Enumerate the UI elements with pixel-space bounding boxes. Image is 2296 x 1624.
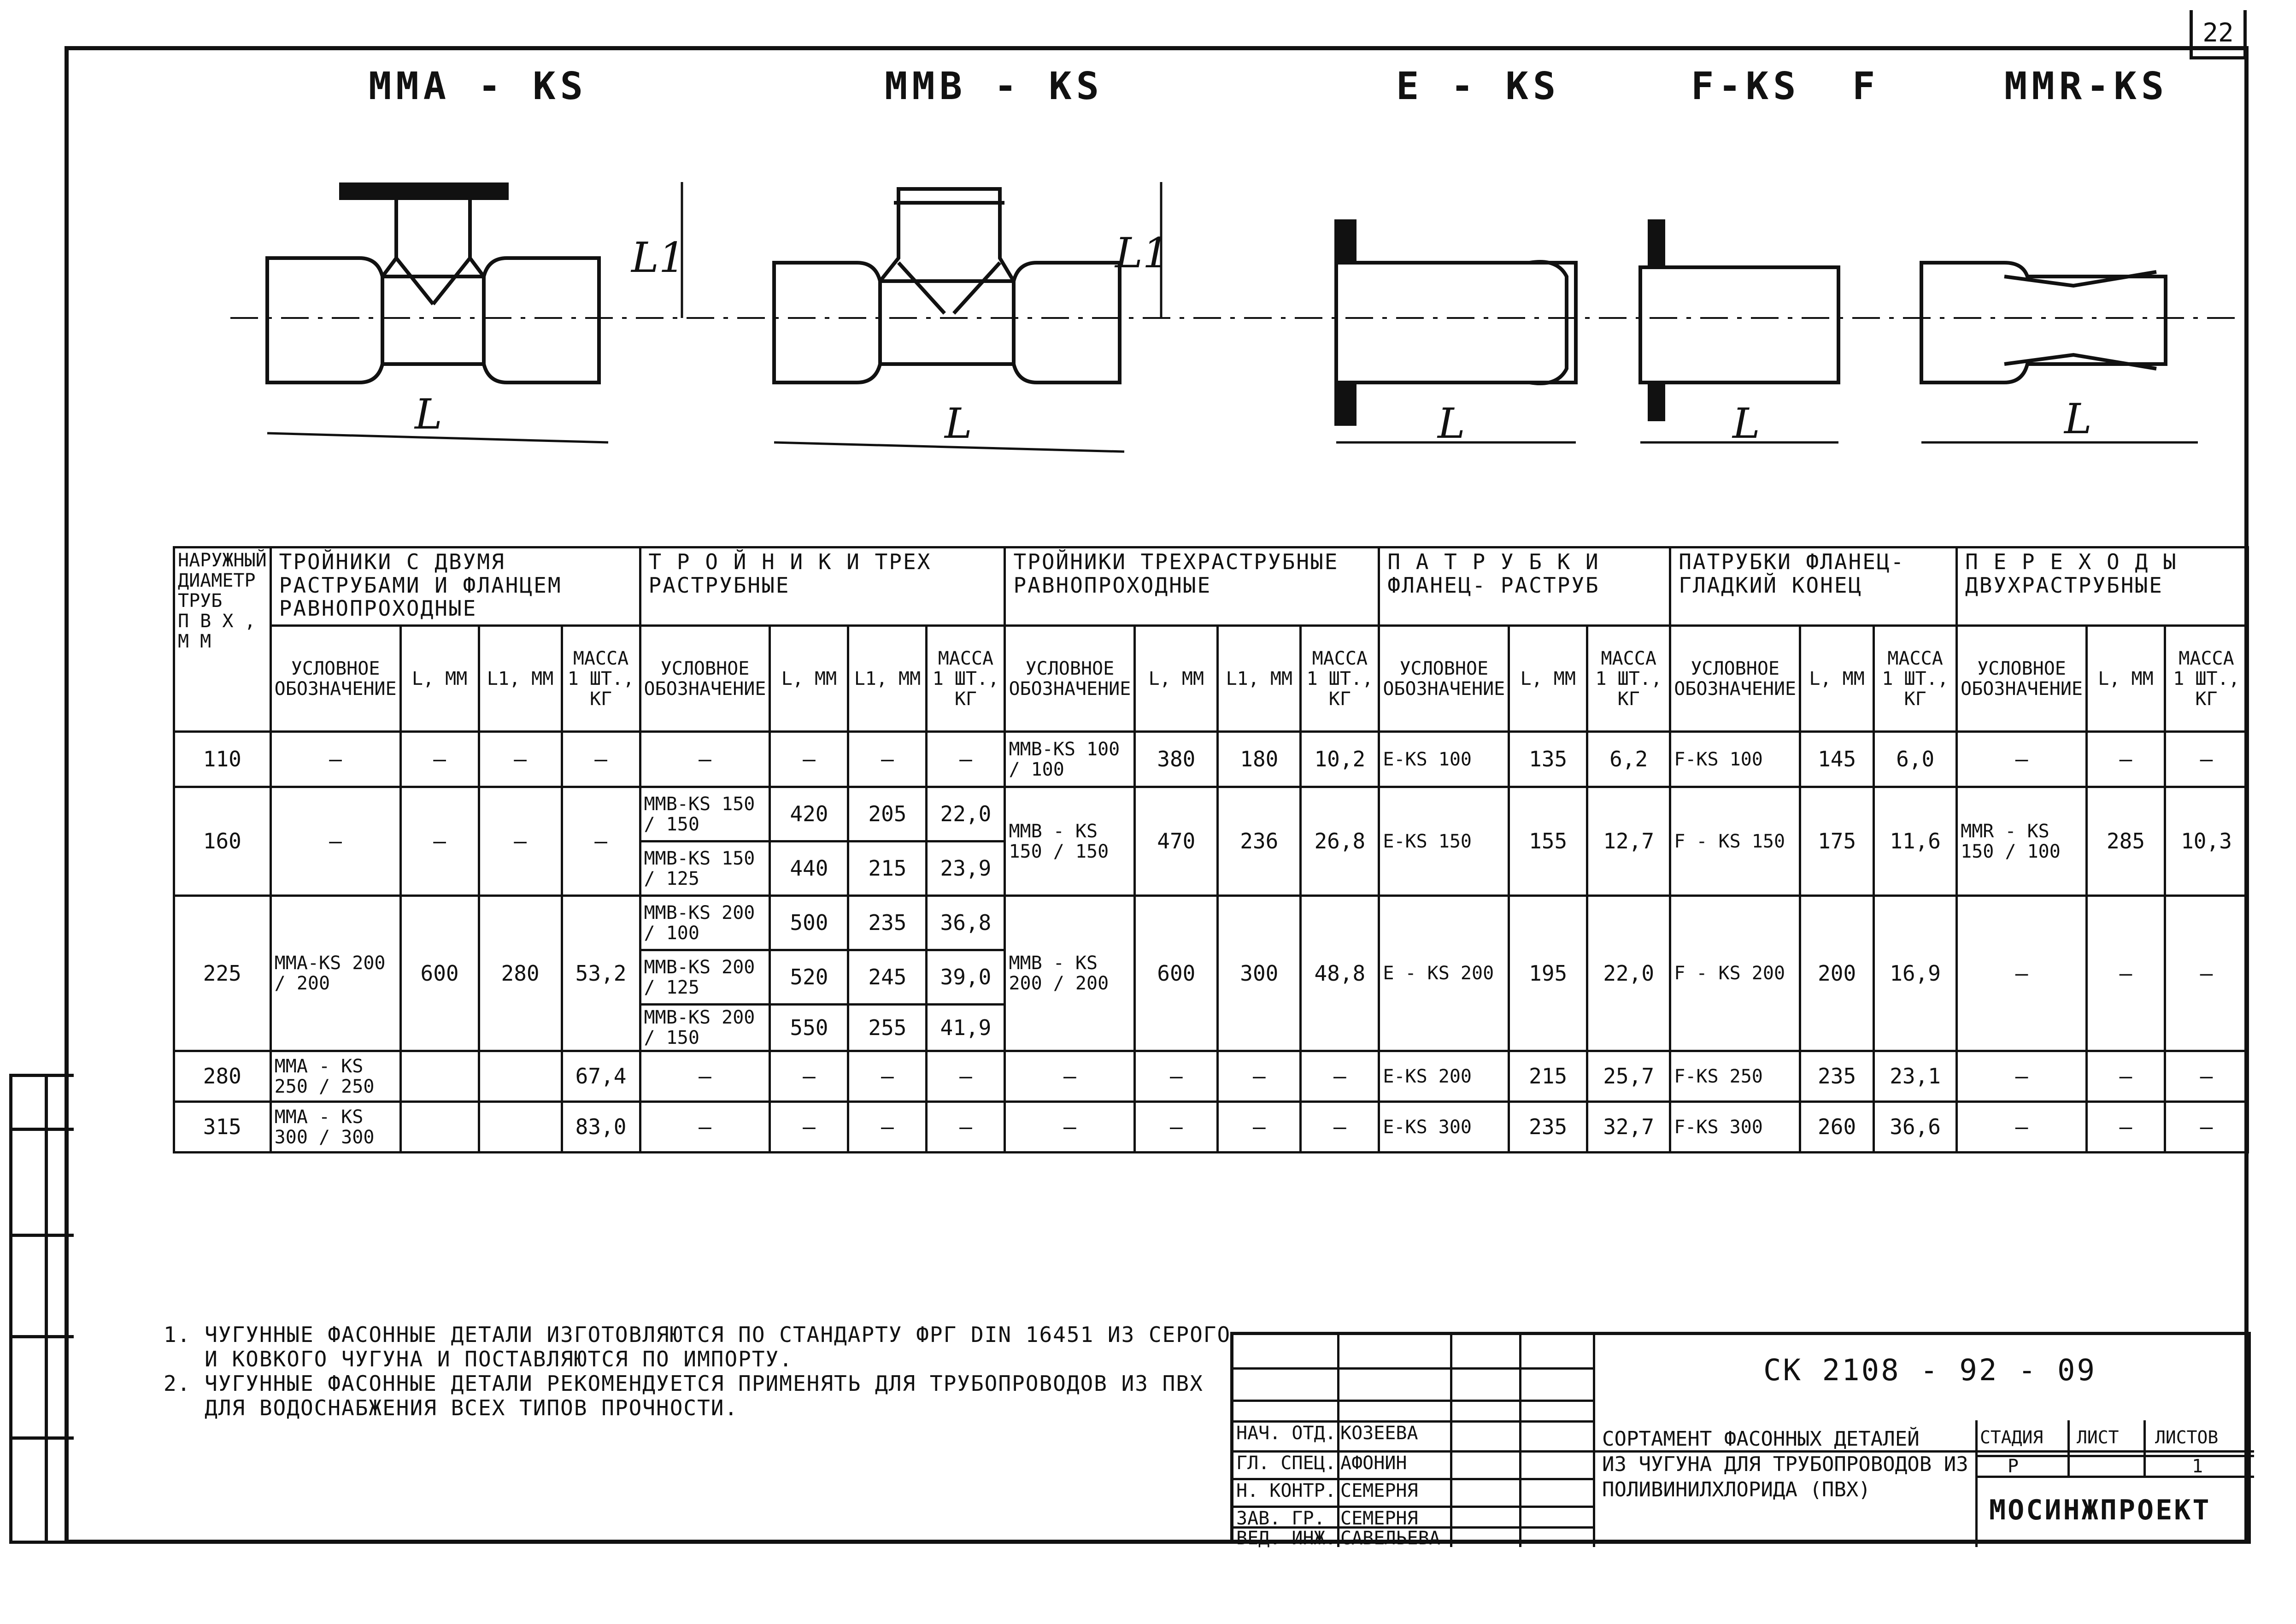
cell: 520 [770, 950, 848, 1005]
cell-diameter: 160 [174, 787, 271, 896]
cell: — [479, 787, 562, 896]
cell: 180 [1218, 732, 1301, 787]
cell: ММB-KS 200 / 150 [640, 1005, 770, 1051]
notes [164, 1322, 1231, 1420]
note-2-line-2: ДЛЯ ВОДОСНАБЖЕНИЯ ВСЕХ ТИПОВ ПРОЧНОСТИ. [164, 1395, 739, 1420]
sub-designation: УСЛОВНОЕ ОБОЗНАЧЕНИЕ [640, 626, 770, 732]
cell: 245 [848, 950, 927, 1005]
dim-L-mmb: L [945, 400, 972, 448]
label-mmb-ks: ММB - KS [885, 65, 1104, 108]
cell: — [400, 787, 479, 896]
cell: 235 [1509, 1102, 1587, 1153]
cell: — [1135, 1051, 1218, 1102]
sub-designation: УСЛОВНОЕ ОБОЗНАЧЕНИЕ [270, 626, 400, 732]
cell: 22,0 [1587, 896, 1670, 1051]
cell: — [2165, 732, 2248, 787]
cell-diameter: 315 [174, 1102, 271, 1153]
sub-L1: L1, ММ [479, 626, 562, 732]
title-line-2: ИЗ ЧУГУНА ДЛЯ ТРУБОПРОВОДОВ ИЗ [1602, 1453, 1968, 1476]
sub-mass: МАССА 1 ШТ., КГ [1301, 626, 1379, 732]
name-4: СЕМЕРНЯ [1340, 1508, 1418, 1529]
sub-designation: УСЛОВНОЕ ОБОЗНАЧЕНИЕ [1670, 626, 1800, 732]
table-row [174, 1102, 2248, 1153]
cell: — [270, 787, 400, 896]
cell: ММB - KS 200 / 200 [1005, 896, 1135, 1051]
cell: 420 [770, 787, 848, 841]
cell: 280 [479, 896, 562, 1051]
cell: 215 [1509, 1051, 1587, 1102]
cell: 36,6 [1874, 1102, 1957, 1153]
cell: — [562, 787, 640, 896]
cell: 380 [1135, 732, 1218, 787]
cell [400, 1102, 479, 1153]
cell: — [1957, 1102, 2087, 1153]
sub-L1: L1, ММ [848, 626, 927, 732]
cell: — [1957, 1051, 2087, 1102]
sub-L: L, ММ [2087, 626, 2165, 732]
cell: — [927, 1051, 1005, 1102]
cell: — [270, 732, 400, 787]
cell: 48,8 [1301, 896, 1379, 1051]
sub-designation: УСЛОВНОЕ ОБОЗНАЧЕНИЕ [1005, 626, 1135, 732]
cell: — [1135, 1102, 1218, 1153]
cell: — [1301, 1051, 1379, 1102]
doc-code: СК 2108 - 92 - 09 [1763, 1353, 2097, 1388]
sub-mass: МАССА 1 ШТ., КГ [1587, 626, 1670, 732]
role-5: ВЕД. ИНЖ. [1236, 1528, 1336, 1549]
sub-designation: УСЛОВНОЕ ОБОЗНАЧЕНИЕ [1379, 626, 1509, 732]
cell: — [640, 1051, 770, 1102]
cell: ММB-KS 150 / 150 [640, 787, 770, 841]
cell: 53,2 [562, 896, 640, 1051]
cell: — [562, 732, 640, 787]
organization: МОСИНЖПРОЕКТ [1989, 1494, 2211, 1526]
binding-stubs [9, 1074, 74, 1544]
cell: — [2165, 896, 2248, 1051]
sub-L: L, ММ [1800, 626, 1874, 732]
cell: — [640, 1102, 770, 1153]
cell: E-KS 200 [1379, 1051, 1509, 1102]
cell: — [770, 1051, 848, 1102]
dim-L-mma: L [415, 390, 442, 439]
cell: 215 [848, 841, 927, 896]
cell: 285 [2087, 787, 2165, 896]
cell: — [1218, 1051, 1301, 1102]
cell: — [2087, 1102, 2165, 1153]
cell: E-KS 150 [1379, 787, 1509, 896]
cell: ММB - KS 150 / 150 [1005, 787, 1135, 896]
cell: — [1005, 1051, 1135, 1102]
stage-header: СТАДИЯ [1980, 1427, 2043, 1447]
cell: ММB-KS 200 / 100 [640, 896, 770, 950]
cell: 195 [1509, 896, 1587, 1051]
cell: E-KS 300 [1379, 1102, 1509, 1153]
cell: ММB-KS 100 / 100 [1005, 732, 1135, 787]
cell: ММA - KS 250 / 250 [270, 1051, 400, 1102]
cell: E - KS 200 [1379, 896, 1509, 1051]
label-mmr-ks: MMR-KS [2004, 65, 2169, 108]
fittings-table [173, 546, 2249, 1153]
cell: — [1005, 1102, 1135, 1153]
cell: — [2087, 1051, 2165, 1102]
cell: 36,8 [927, 896, 1005, 950]
sub-mass: МАССА 1 ШТ., КГ [562, 626, 640, 732]
cell: 470 [1135, 787, 1218, 896]
header-group-mmb-equal: ТРОЙНИКИ ТРЕХРАСТРУБНЫЕ РАВНОПРОХОДНЫЕ [1005, 547, 1379, 626]
sheets-header: ЛИСТОВ [2155, 1427, 2219, 1447]
cell: — [1957, 732, 2087, 787]
sub-designation: УСЛОВНОЕ ОБОЗНАЧЕНИЕ [1957, 626, 2087, 732]
cell: — [640, 732, 770, 787]
cell: 440 [770, 841, 848, 896]
label-mma-ks: ММA - KS [369, 65, 587, 108]
dim-L-eks: L [1438, 400, 1465, 448]
cell: — [1301, 1102, 1379, 1153]
cell: 235 [1800, 1051, 1874, 1102]
cell: — [848, 1051, 927, 1102]
cell: 500 [770, 896, 848, 950]
cell-diameter: 280 [174, 1051, 271, 1102]
cell: 39,0 [927, 950, 1005, 1005]
role-3: Н. КОНТР. [1236, 1480, 1336, 1501]
cell: F - KS 150 [1670, 787, 1800, 896]
cell: — [927, 732, 1005, 787]
label-f-ks: F-KS [1691, 65, 1801, 108]
sub-mass: МАССА 1 ШТ., КГ [927, 626, 1005, 732]
cell: — [1957, 896, 2087, 1051]
role-1: НАЧ. ОТД. [1236, 1423, 1336, 1444]
cell: — [1218, 1102, 1301, 1153]
title-line-3: ПОЛИВИНИЛХЛОРИДА (ПВХ) [1602, 1478, 1871, 1501]
title-block [1230, 1332, 2251, 1549]
cell: 255 [848, 1005, 927, 1051]
sub-L: L, ММ [1509, 626, 1587, 732]
cell: — [400, 732, 479, 787]
role-4: ЗАВ. ГР. [1236, 1508, 1325, 1529]
table-row [174, 896, 2248, 950]
header-group-mma: ТРОЙНИКИ С ДВУМЯ РАСТРУБАМИ И ФЛАНЦЕМ РАВНОПРОХОДНЫЕ [270, 547, 640, 626]
sheet-number: 22 [2190, 10, 2247, 59]
cell: 25,7 [1587, 1051, 1670, 1102]
cell: 23,9 [927, 841, 1005, 896]
dim-L-mmr: L [2064, 395, 2092, 443]
header-group-fks: ПАТРУБКИ ФЛАНЕЦ- ГЛАДКИЙ КОНЕЦ [1670, 547, 1957, 626]
note-1-line-2: И КОВКОГО ЧУГУНА И ПОСТАВЛЯЮТСЯ ПО ИМПОРТУ. [164, 1346, 793, 1371]
dim-L1-mma: L1 [631, 234, 686, 282]
header-group-eks: П А Т Р У Б К И ФЛАНЕЦ- РАСТРУБ [1379, 547, 1670, 626]
title-line-1: СОРТАМЕНТ ФАСОННЫХ ДЕТАЛЕЙ [1602, 1427, 1920, 1451]
cell: F-KS 300 [1670, 1102, 1800, 1153]
note-2-line-1: 2. ЧУГУННЫЕ ФАСОННЫЕ ДЕТАЛИ РЕКОМЕНДУЕТСЯ ПРИМЕНЯТЬ ДЛЯ ТРУБОПРОВОДОВ ИЗ ПВХ [164, 1371, 1204, 1396]
sub-L: L, ММ [400, 626, 479, 732]
cell: — [2087, 896, 2165, 1051]
cell: 12,7 [1587, 787, 1670, 896]
name-1: КОЗЕЕВА [1340, 1423, 1418, 1444]
cell: — [848, 1102, 927, 1153]
cell: 236 [1218, 787, 1301, 896]
label-f: F [1852, 65, 1880, 108]
cell: 300 [1218, 896, 1301, 1051]
cell: 175 [1800, 787, 1874, 896]
cell [479, 1051, 562, 1102]
cell: 22,0 [927, 787, 1005, 841]
cell: 41,9 [927, 1005, 1005, 1051]
cell: 10,2 [1301, 732, 1379, 787]
cell: 600 [1135, 896, 1218, 1051]
sub-L1: L1, ММ [1218, 626, 1301, 732]
cell: 67,4 [562, 1051, 640, 1102]
cell: — [848, 732, 927, 787]
cell: 205 [848, 787, 927, 841]
cell: ММB-KS 150 / 125 [640, 841, 770, 896]
cell: 235 [848, 896, 927, 950]
dim-L-fks: L [1732, 400, 1760, 448]
cell: 135 [1509, 732, 1587, 787]
header-diameter: НАРУЖНЫЙ ДИАМЕТР ТРУБ П В Х , М М [174, 547, 271, 732]
cell: — [2165, 1102, 2248, 1153]
sub-mass: МАССА 1 ШТ., КГ [2165, 626, 2248, 732]
stage-value: Р [2008, 1456, 2019, 1477]
sub-L: L, ММ [1135, 626, 1218, 732]
cell [479, 1102, 562, 1153]
mmr-ks-reducer [1921, 263, 2198, 442]
cell: 550 [770, 1005, 848, 1051]
cell: 10,3 [2165, 787, 2248, 896]
cell: F-KS 250 [1670, 1051, 1800, 1102]
cell: 155 [1509, 787, 1587, 896]
cell: 32,7 [1587, 1102, 1670, 1153]
cell: 26,8 [1301, 787, 1379, 896]
name-5: САВЕЛЬЕВА [1340, 1528, 1440, 1549]
table-row [174, 1051, 2248, 1102]
cell-diameter: 110 [174, 732, 271, 787]
label-e-ks: E - KS [1396, 65, 1561, 108]
cell: 6,0 [1874, 732, 1957, 787]
header-group-mmb-reducing: Т Р О Й Н И К И ТРЕХ РАСТРУБНЫЕ [640, 547, 1005, 626]
table-row [174, 787, 2248, 841]
cell: 600 [400, 896, 479, 1051]
sub-L: L, ММ [770, 626, 848, 732]
fittings-drawing [0, 0, 2296, 544]
cell: — [770, 1102, 848, 1153]
sheet-header: ЛИСТ [2077, 1427, 2119, 1447]
cell: 83,0 [562, 1102, 640, 1153]
sheets-value: 1 [2192, 1456, 2203, 1477]
cell: — [770, 732, 848, 787]
dim-L1-mmb: L1 [1115, 229, 1169, 277]
note-1-line-1: 1. ЧУГУННЫЕ ФАСОННЫЕ ДЕТАЛИ ИЗГОТОВЛЯЮТСЯ ПО СТАНДАРТУ ФРГ DIN 16451 ИЗ СЕРОГО [164, 1322, 1231, 1347]
cell: 6,2 [1587, 732, 1670, 787]
cell: — [927, 1102, 1005, 1153]
cell-diameter: 225 [174, 896, 271, 1051]
cell: ММR - KS 150 / 100 [1957, 787, 2087, 896]
role-2: ГЛ. СПЕЦ. [1236, 1453, 1336, 1474]
cell: 16,9 [1874, 896, 1957, 1051]
header-group-mmr: П Е Р Е Х О Д Ы ДВУХРАСТРУБНЫЕ [1957, 547, 2248, 626]
cell: 145 [1800, 732, 1874, 787]
cell: E-KS 100 [1379, 732, 1509, 787]
name-3: СЕМЕРНЯ [1340, 1480, 1418, 1501]
cell: 23,1 [1874, 1051, 1957, 1102]
cell: — [2165, 1051, 2248, 1102]
cell: ММA-KS 200 / 200 [270, 896, 400, 1051]
cell: 11,6 [1874, 787, 1957, 896]
cell: — [479, 732, 562, 787]
sub-mass: МАССА 1 ШТ., КГ [1874, 626, 1957, 732]
cell: — [2087, 732, 2165, 787]
cell: F-KS 100 [1670, 732, 1800, 787]
cell: ММB-KS 200 / 125 [640, 950, 770, 1005]
table-row [174, 732, 2248, 787]
cell [400, 1051, 479, 1102]
cell: F - KS 200 [1670, 896, 1800, 1051]
cell: ММA - KS 300 / 300 [270, 1102, 400, 1153]
cell: 260 [1800, 1102, 1874, 1153]
cell: 200 [1800, 896, 1874, 1051]
name-2: АФОНИН [1340, 1453, 1407, 1474]
